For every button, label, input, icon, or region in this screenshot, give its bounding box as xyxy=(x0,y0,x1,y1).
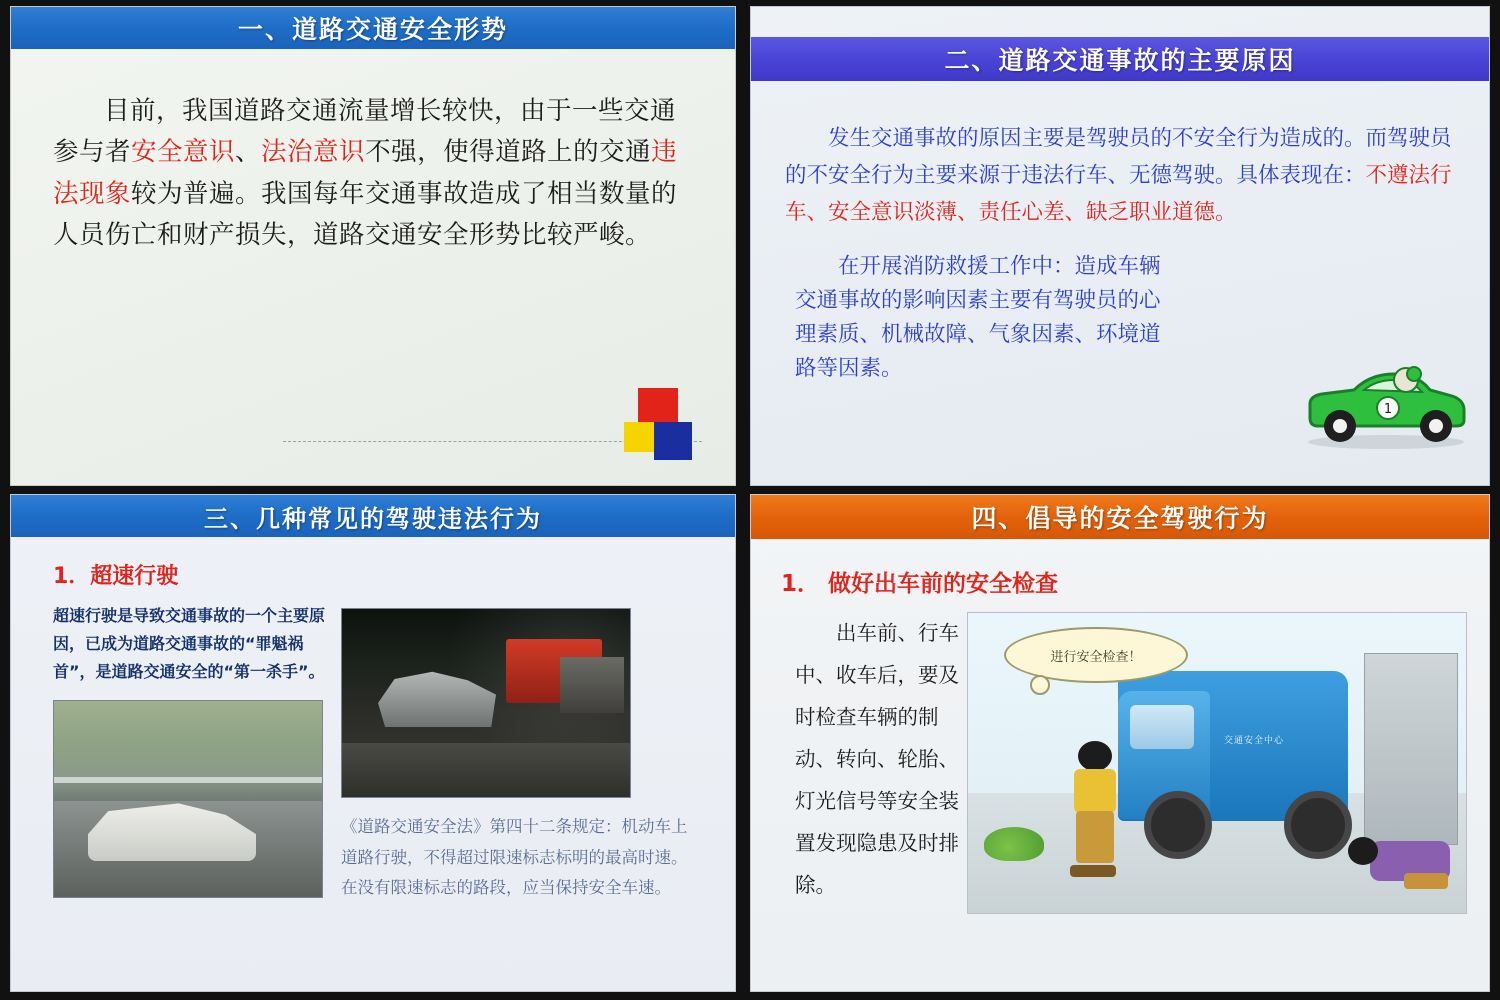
photo-crash-scene xyxy=(341,608,631,798)
slide-4-body-text xyxy=(751,612,967,914)
crash-ground xyxy=(342,743,630,797)
slide-2 xyxy=(750,6,1490,486)
photo-damaged-car xyxy=(53,700,323,898)
slide-2-highlight-1: 不遵法行车、安全意识淡薄、责任心差、缺乏职业道德。 xyxy=(785,162,1452,225)
illustration-safety-check xyxy=(967,612,1467,914)
truck-window xyxy=(1130,705,1194,749)
slide-1-highlight-1: 安全意识 xyxy=(131,137,236,168)
person1-body xyxy=(1074,769,1116,813)
slide-4-banner xyxy=(751,495,1489,539)
decorative-blocks xyxy=(624,388,702,466)
person-inspecting xyxy=(1064,741,1128,873)
yellow-square-icon xyxy=(624,422,654,452)
slide-1-banner xyxy=(11,7,735,49)
person-kneeling xyxy=(1346,813,1450,889)
wrecked-car-shape xyxy=(378,667,496,727)
slide-4-title: 四、倡导的安全驾驶行为 xyxy=(971,504,1269,533)
person2-legs xyxy=(1404,873,1448,889)
slide-4-subtitle: 1． 做好出车前的安全检查 xyxy=(781,571,1059,597)
grey-truck-shape xyxy=(560,657,624,713)
slide-3-title: 三、几种常见的驾驶违法行为 xyxy=(204,504,542,533)
slide-3-paragraph-1: 超速行驶是导致交通事故的一个主要原因，已成为道路交通事故的“罪魁祸首”，是道路交通安全的“第一杀手”。 xyxy=(53,606,326,681)
slide-1-title: 一、道路交通安全形势 xyxy=(237,15,508,44)
truck-side-label: 交通安全中心 xyxy=(1224,736,1285,746)
slide-1-text-seg2: 、 xyxy=(235,137,262,168)
slide-4-columns xyxy=(751,612,1489,914)
slide-3-paragraph-2: 《道路交通安全法》第四十二条规定：机动车上道路行驶，不得超过限速标志标明的最高时速。在没有限速标志的路段，应当保持安全车速。 xyxy=(341,817,688,898)
slide-1-body xyxy=(11,49,735,256)
slide-2-text-seg1: 发生交通事故的原因主要是驾驶员的不安全行为造成的。而驾驶员的不安全行为主要来源于违法行车、无德驾驶。具体表现在： xyxy=(785,126,1452,188)
slide-1-text-seg1: 目前，我国道路交通流量增长较快，由于一些交通参与者 xyxy=(53,96,677,168)
car-number-label: 1 xyxy=(1383,402,1393,417)
person1-legs xyxy=(1076,811,1114,863)
slide-3-banner xyxy=(11,495,735,537)
green-car-icon xyxy=(1294,346,1474,456)
slide-3-container xyxy=(0,492,744,1000)
slide-2-paragraph-2: 在开展消防救援工作中：造成车辆交通事故的影响因素主要有驾驶员的心理素质、机械故障、气象因素、环境道路等因素。 xyxy=(795,253,1161,381)
slide-4-paragraph: 出车前、行车中、收车后，要及时检查车辆的制动、转向、轮胎、灯光信号等安全装置发现隐患及时排除。 xyxy=(795,621,959,898)
person2-head xyxy=(1348,837,1378,865)
slide-3-right-column xyxy=(341,602,735,904)
slide-1-text-seg4: 较为普遍。我国每年交通事故造成了相当数量的人员伤亡和财产损失，道路交通安全形势比较严峻。 xyxy=(53,178,678,250)
blue-square-icon xyxy=(654,422,692,460)
guardrail xyxy=(54,777,322,783)
slide-3-columns xyxy=(11,602,735,904)
slide-1-container xyxy=(0,0,744,492)
slide-2-paragraph-1 xyxy=(785,121,1455,232)
truck-wheel-rear xyxy=(1284,791,1352,859)
slide-2-container xyxy=(744,0,1500,492)
bush-icon xyxy=(984,827,1044,861)
slide-1 xyxy=(10,6,736,486)
person1-head xyxy=(1078,741,1112,771)
truck-wheel-front xyxy=(1144,791,1212,859)
slide-4 xyxy=(750,494,1490,992)
speech-bubble-text: 进行安全检查！ xyxy=(1050,649,1142,665)
speech-bubble xyxy=(1004,627,1188,683)
slide-3 xyxy=(10,494,736,992)
slide-3-left-column xyxy=(11,602,341,904)
slide-1-text-seg3: 不强，使得道路上的交通 xyxy=(365,137,652,168)
slide-4-container xyxy=(744,492,1500,1000)
slide-1-highlight-2: 法治意识 xyxy=(261,137,366,168)
person1-shoes xyxy=(1070,865,1116,877)
slide-2-title: 二、道路交通事故的主要原因 xyxy=(944,46,1296,75)
slide-2-banner xyxy=(751,37,1489,81)
slide-1-highlight-3: 违法现象 xyxy=(53,137,678,209)
slide-3-subtitle: 1．超速行驶 xyxy=(53,564,179,589)
